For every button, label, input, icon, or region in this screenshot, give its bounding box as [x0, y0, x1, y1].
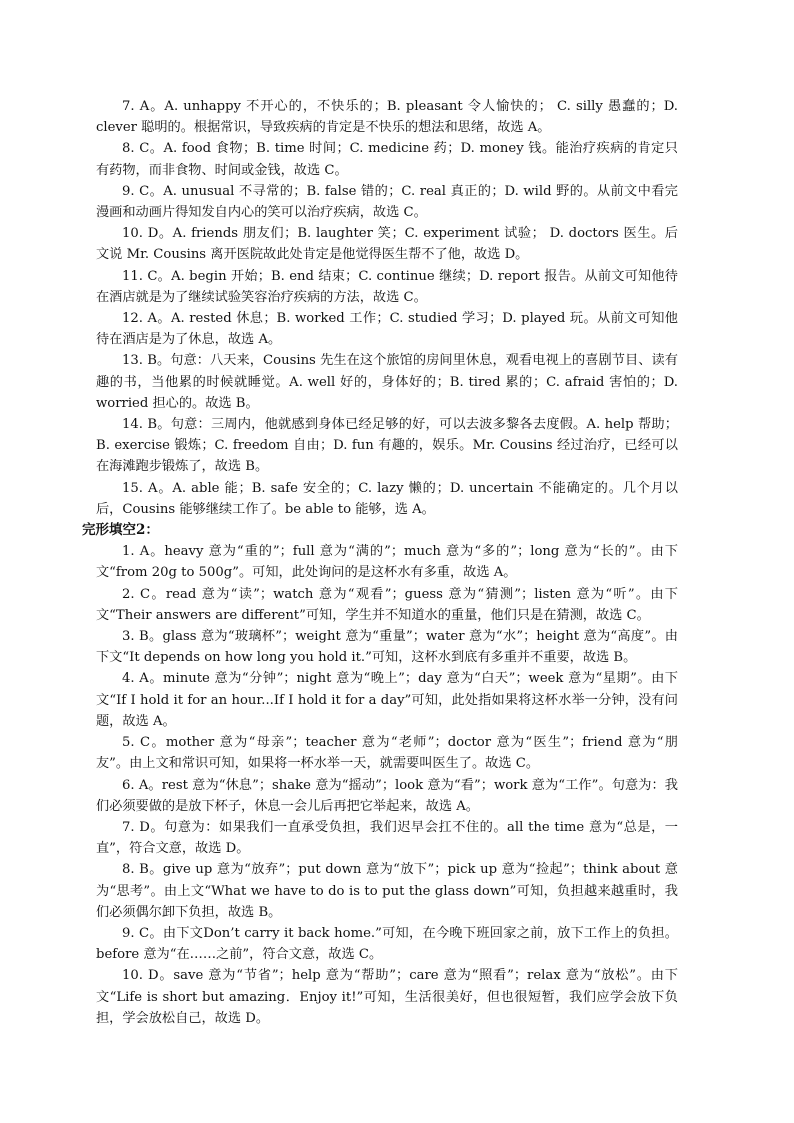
explanation-item: 1. A。heavy 意为“重的”；full 意为“满的”；much 意为“多的”；long 意为“长的”。由下文“from 20g to 500g”。可知，此处询问的是这杯水有多重，故选 A。 — [96, 544, 678, 581]
explanation-item: 3. B。glass 意为“玻璃杯”；weight 意为“重量”；water 意为“水”；height 意为“高度”。由下文“It depends on how long you hold it.”可知，这杯水到底有多重并不重要，故选 B。 — [96, 629, 678, 666]
explanation-item: 4. A。minute 意为“分钟”；night 意为“晚上”；day 意为“白天”；week 意为“星期”。由下文“If I hold it for an hour...If I hold it for a day”可知，此处指如果将这杯水举一分钟，没有问题，故选 A。 — [96, 671, 678, 729]
cloze-1-explanations — [96, 96, 678, 520]
cloze-2-explanations — [96, 541, 678, 1029]
explanation-item: 8. C。A. food 食物；B. time 时间；C. medicine 药；D. money 钱。能治疗疾病的肯定只有药物，而非食物、时间或金钱，故选 C。 — [96, 141, 678, 178]
explanation-item: 9. C。A. unusual 不寻常的；B. false 错的；C. real 真正的；D. wild 野的。从前文中看完漫画和动画片得知发自内心的笑可以治疗疾病，故选 C。 — [96, 183, 678, 221]
explanation-item: 8. B。give up 意为“放弃”；put down 意为“放下”；pick up 意为“捡起”；think about 意为“思考”。由上文“What we have to do is to put the glass down”可知，负担越来越重时，我们必须偶尔卸下负担，故选 B。 — [96, 862, 678, 920]
explanation-item: 7. A。A. unhappy 不开心的，不快乐的；B. pleasant 令人愉快的； C. silly 愚蠢的；D. clever 聪明的。根据常识，导致疾病的肯定是不快乐的想法和思绪，故选 A。 — [96, 99, 678, 136]
explanation-item: 13. B。句意：八天来，Cousins 先生在这个旅馆的房间里休息，观看电视上的喜剧节目、读有趣的书，当他累的时候就睡觉。A. well 好的，身体好的；B. tired 累的；C. afraid 害怕的；D. worried 担心的。故选 B。 — [96, 353, 678, 411]
explanation-item: 11. C。A. begin 开始；B. end 结束；C. continue 继续；D. report 报告。从前文可知他待在酒店就是为了继续试验笑容治疗疾病的方法，故选 C。 — [96, 268, 678, 305]
answer-explanations — [82, 96, 678, 1029]
explanation-item: 12. A。A. rested 休息；B. worked 工作；C. studied 学习；D. played 玩。从前文可知他待在酒店是为了休息，故选 A。 — [96, 311, 678, 348]
explanation-item: 6. A。rest 意为“休息”；shake 意为“摇动”；look 意为“看”；work 意为“工作”。句意为：我们必须要做的是放下杯子，休息一会儿后再把它举起来，故选 A。 — [96, 777, 678, 814]
explanation-item: 2. C。read 意为“读”；watch 意为“观看”；guess 意为“猜测”；listen 意为“听”。由下文“Their answers are different”可知，学生并不知道水的重量，他们只是在猜测，故选 C。 — [96, 586, 678, 623]
explanation-item: 15. A。A. able 能；B. safe 安全的；C. lazy 懒的；D. uncertain 不能确定的。几个月以后，Cousins 能够继续工作了。be able to 能够，选 A。 — [96, 480, 678, 517]
explanation-item: 9. C。由下文Don’t carry it back home.”可知，在今晚下班回家之前，放下工作上的负担。before 意为“在……之前”，符合文意，故选 C。 — [96, 925, 678, 963]
explanation-item: 10. D。save 意为“节省”；help 意为“帮助”；care 意为“照看”；relax 意为“放松”。由下文“Life is short but amazing．Enjoy it!”可知，生活很美好，但也很短暂，我们应学会放下负担，学会放松自己，故选 D。 — [96, 968, 678, 1026]
explanation-item: 5. C。mother 意为“母亲”；teacher 意为“老师”；doctor 意为“医生”；friend 意为“朋友”。由上文和常识可知，如果将一杯水举一天，就需要叫医生了。故选 C。 — [96, 735, 678, 772]
explanation-item: 10. D。A. friends 朋友们；B. laughter 笑；C. experiment 试验； D. doctors 医生。后文说 Mr. Cousins 离开医院故此处肯定是他觉得医生帮不了他，故选 D。 — [96, 226, 678, 263]
explanation-item: 7. D。句意为：如果我们一直承受负担，我们迟早会扛不住的。all the time 意为“总是，一直”，符合文意，故选 D。 — [96, 819, 678, 857]
section-heading: 完形填空2： — [82, 522, 159, 539]
explanation-item: 14. B。句意：三周内，他就感到身体已经足够的好，可以去波多黎各去度假。A. help 帮助；B. exercise 锻炼；C. freedom 自由；D. fun 有趣的，娱乐。Mr. Cousins 经过治疗，已经可以在海滩跑步锻炼了，故选 B。 — [96, 417, 678, 475]
